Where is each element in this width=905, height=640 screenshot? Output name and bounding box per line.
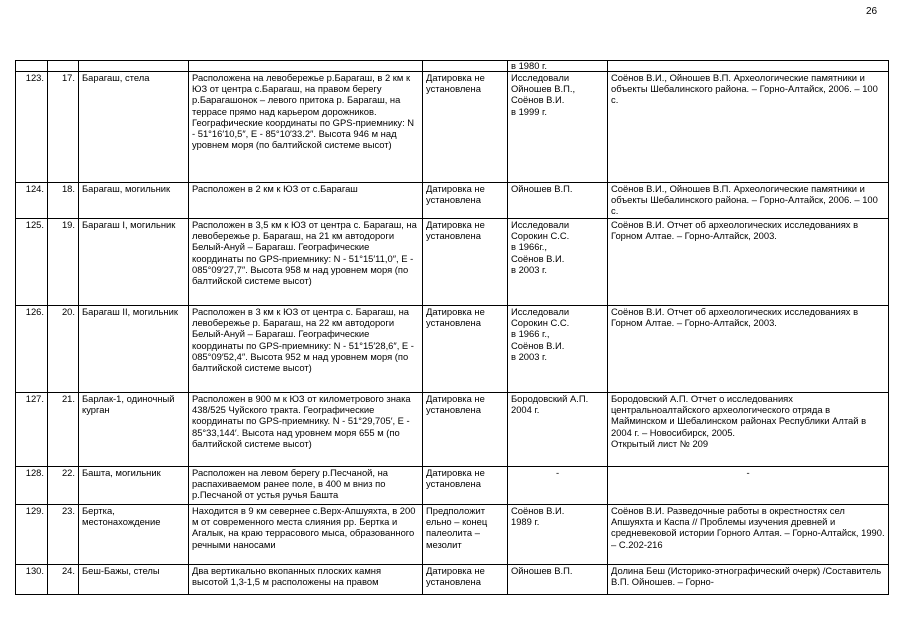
- cell-num: 129.: [16, 505, 48, 565]
- table-row: [16, 306, 889, 393]
- cell-studies: в 1980 г.: [508, 61, 608, 72]
- monuments-table-body: [16, 61, 889, 595]
- cell-num: [16, 61, 48, 72]
- cell-location: Два вертикально вкопанных плоских камня высотой 1,3-1,5 м расположены на правом: [189, 565, 423, 595]
- cell-num: 124.: [16, 183, 48, 219]
- cell-dating: Датировка не установлена: [423, 306, 508, 393]
- cell-studies: Исследовали Сорокин С.С. в 1966г., Соёнов В.И. в 2003 г.: [508, 219, 608, 306]
- cell-subnum: 20.: [48, 306, 79, 393]
- table-row: [16, 565, 889, 595]
- cell-num: 128.: [16, 467, 48, 505]
- cell-name: Барагаш, стела: [79, 72, 189, 183]
- cell-dating: Датировка не установлена: [423, 393, 508, 467]
- cell-studies: Соёнов В.И. 1989 г.: [508, 505, 608, 565]
- continuation-row: [16, 61, 889, 72]
- cell-dating: Датировка не установлена: [423, 219, 508, 306]
- page-number: 26: [866, 6, 878, 17]
- cell-studies: Исследовали Ойношев В.П., Соёнов В.И. в 1999 г.: [508, 72, 608, 183]
- cell-name: Беш-Бажы, стелы: [79, 565, 189, 595]
- table-row: [16, 393, 889, 467]
- cell-num: 123.: [16, 72, 48, 183]
- cell-location: Расположен в 3,5 км к ЮЗ от центра с. Барагаш, на левобережье р. Барагаш, на 21 км автодороги Белый-Ануй – Барагаш. Географические координаты по GPS-приемнику: N - 51°15′11,0″, E - 085°09′27,7″. Высота 958 м над уровнем моря (по балтийской системе высот): [189, 219, 423, 306]
- cell-dating: [423, 61, 508, 72]
- cell-location: Расположен в 2 км к ЮЗ от с.Барагаш: [189, 183, 423, 219]
- cell-studies: Ойношев В.П.: [508, 183, 608, 219]
- cell-location: Расположен на левом берегу р.Песчаной, на распахиваемом ранее поле, в 400 м вниз по р.Песчаной от устья ручья Башта: [189, 467, 423, 505]
- cell-literature: Соёнов В.И., Ойношев В.П. Археологические памятники и объекты Шебалинского района. – Горно-Алтайск, 2006. – 100 с.: [608, 183, 889, 219]
- cell-location: Расположен в 900 м к ЮЗ от километрового знака 438/525 Чуйского тракта. Географические координаты по GPS-приемнику. N - 51°29,705′, E - 85°33,144′. Высота над уровнем моря 655 м (по балтийской системе высот): [189, 393, 423, 467]
- cell-studies: Исследовали Сорокин С.С. в 1966 г., Соёнов В.И. в 2003 г.: [508, 306, 608, 393]
- cell-literature: Долина Беш (Историко-этнографический очерк) /Составитель В.П. Ойношев. – Горно-: [608, 565, 889, 595]
- cell-location: Находится в 9 км севернее с.Верх-Апшуяхта, в 200 м от современного места слияния рр. Бертка и Агалык, на краю террасового мыса, образованного речными наносами: [189, 505, 423, 565]
- cell-subnum: 17.: [48, 72, 79, 183]
- cell-literature: Соёнов В.И. Отчет об археологических исследованиях в Горном Алтае. – Горно-Алтайск, 2003.: [608, 219, 889, 306]
- table-row: [16, 505, 889, 565]
- cell-name: Бертка, местонахождение: [79, 505, 189, 565]
- cell-subnum: 23.: [48, 505, 79, 565]
- cell-literature: -: [608, 467, 889, 505]
- cell-dating: Датировка не установлена: [423, 467, 508, 505]
- cell-studies: Бородовский А.П. 2004 г.: [508, 393, 608, 467]
- table-row: [16, 219, 889, 306]
- cell-subnum: 18.: [48, 183, 79, 219]
- cell-studies: Ойношев В.П.: [508, 565, 608, 595]
- cell-literature: [608, 61, 889, 72]
- cell-subnum: 21.: [48, 393, 79, 467]
- cell-location: [189, 61, 423, 72]
- cell-dating: Предположит ельно – конец палеолита – мезолит: [423, 505, 508, 565]
- cell-name: Барагаш II, могильник: [79, 306, 189, 393]
- cell-literature: Соёнов В.И., Ойношев В.П. Археологические памятники и объекты Шебалинского района. – Горно-Алтайск, 2006. – 100 с.: [608, 72, 889, 183]
- cell-num: 127.: [16, 393, 48, 467]
- cell-name: [79, 61, 189, 72]
- cell-subnum: 24.: [48, 565, 79, 595]
- table-row: [16, 467, 889, 505]
- table-row: [16, 72, 889, 183]
- cell-subnum: [48, 61, 79, 72]
- cell-num: 130.: [16, 565, 48, 595]
- cell-literature: Бородовский А.П. Отчет о исследованиях центральноалтайского археологического отряда в Майминском и Шебалинском районах Республики Алтай в 2004 г. – Новосибирск, 2005. Открытый лист № 209: [608, 393, 889, 467]
- cell-name: Барагаш, могильник: [79, 183, 189, 219]
- cell-num: 125.: [16, 219, 48, 306]
- cell-name: Башта, могильник: [79, 467, 189, 505]
- cell-location: Расположена на левобережье р.Барагаш, в 2 км к ЮЗ от центра с.Барагаш, на правом берегу р.Барагашонок – левого притока р. Барагаш, на террасе прямо над карьером дорожников. Географические координаты по GPS-приемнику: N - 51°16′10,5″, E - 85°10′33.2″. Высота 946 м над уровнем моря (по балтийской системе высот): [189, 72, 423, 183]
- cell-num: 126.: [16, 306, 48, 393]
- cell-dating: Датировка не установлена: [423, 72, 508, 183]
- cell-name: Барлак-1, одиночный курган: [79, 393, 189, 467]
- monuments-table: [15, 60, 889, 595]
- cell-dating: Датировка не установлена: [423, 565, 508, 595]
- table-row: [16, 183, 889, 219]
- cell-literature: Соёнов В.И. Разведочные работы в окрестностях сел Апшуяхта и Каспа // Проблемы изучения древней и средневековой истории Горного Алтая. – Горно-Алтайск, 1990. – С.202-216: [608, 505, 889, 565]
- cell-literature: Соёнов В.И. Отчет об археологических исследованиях в Горном Алтае. – Горно-Алтайск, 2003.: [608, 306, 889, 393]
- cell-dating: Датировка не установлена: [423, 183, 508, 219]
- cell-name: Барагаш I, могильник: [79, 219, 189, 306]
- cell-subnum: 19.: [48, 219, 79, 306]
- cell-subnum: 22.: [48, 467, 79, 505]
- cell-studies: -: [508, 467, 608, 505]
- cell-location: Расположен в 3 км к ЮЗ от центра с. Барагаш, на левобережье р. Барагаш, на 22 км автодороги Белый-Ануй – Барагаш. Географические координаты по GPS-приемнику: N - 51°15′28,6″, E - 085°09′52,4″. Высота 952 м над уровнем моря (по балтийской системе высот): [189, 306, 423, 393]
